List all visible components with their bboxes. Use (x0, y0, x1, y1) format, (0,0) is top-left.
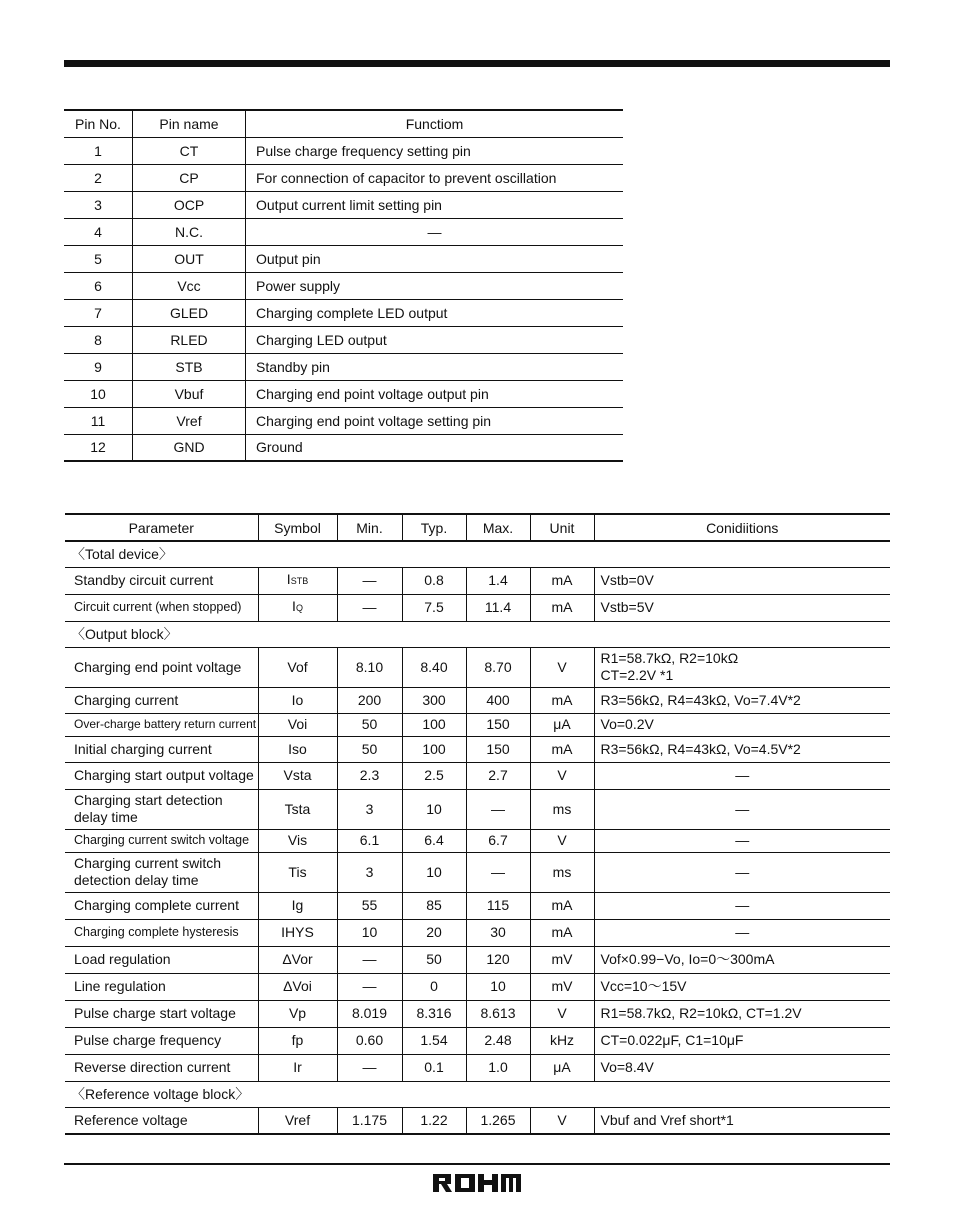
param-name (65, 789, 258, 829)
electrical-characteristics-table (65, 513, 890, 1135)
header-min: Min. (337, 514, 402, 541)
pin-function: Output current limit setting pin (246, 191, 624, 218)
pin-name: RLED (133, 326, 246, 353)
table-row (64, 434, 623, 461)
table-row (64, 272, 623, 299)
param-conditions: — (594, 762, 890, 789)
param-unit: V (530, 829, 594, 852)
section-row (65, 541, 890, 567)
pin-function: Standby pin (246, 353, 624, 380)
param-symbol: Tis (258, 852, 337, 892)
param-unit: V (530, 1107, 594, 1134)
param-symbol: Io (258, 687, 337, 713)
param-min: — (337, 946, 402, 973)
param-typ: 8.40 (402, 647, 466, 687)
table-row (65, 736, 890, 762)
param-conditions: Vstb=5V (594, 594, 890, 621)
table-row (65, 946, 890, 973)
param-min: 3 (337, 852, 402, 892)
param-name: Charging start output voltage (65, 762, 258, 789)
table-row (65, 594, 890, 621)
param-min: — (337, 1054, 402, 1081)
table-row (65, 1000, 890, 1027)
param-unit: V (530, 647, 594, 687)
pin-name: Vbuf (133, 380, 246, 407)
param-name: Standby circuit current (65, 567, 258, 594)
pin-function: Output pin (246, 245, 624, 272)
param-min: 50 (337, 736, 402, 762)
param-unit: μA (530, 1054, 594, 1081)
section-reference-voltage-block: 〈Reference voltage block〉 (65, 1081, 890, 1107)
table-row (64, 299, 623, 326)
header-symbol: Symbol (258, 514, 337, 541)
param-max: 150 (466, 736, 530, 762)
table-row (64, 164, 623, 191)
section-total-device: 〈Total device〉 (65, 541, 890, 567)
param-unit: mA (530, 892, 594, 919)
param-unit: mV (530, 946, 594, 973)
param-min: — (337, 973, 402, 1000)
param-max: 8.70 (466, 647, 530, 687)
param-name: Reference voltage (65, 1107, 258, 1134)
symbol-subscript: STB (290, 576, 309, 586)
param-min: 50 (337, 713, 402, 736)
section-output-block: 〈Output block〉 (65, 621, 890, 647)
param-typ: 1.54 (402, 1027, 466, 1054)
table-row (65, 892, 890, 919)
param-typ: 100 (402, 713, 466, 736)
param-min: 6.1 (337, 829, 402, 852)
param-name: Charging current (65, 687, 258, 713)
param-unit: mA (530, 687, 594, 713)
table-row (64, 191, 623, 218)
param-typ: 10 (402, 852, 466, 892)
param-symbol: IQ (258, 594, 337, 621)
param-conditions: Vo=8.4V (594, 1054, 890, 1081)
param-name (65, 852, 258, 892)
table-row (64, 245, 623, 272)
pin-function: Pulse charge frequency setting pin (246, 137, 624, 164)
param-max: — (466, 852, 530, 892)
table-header-row (65, 514, 890, 541)
param-name: Charging current switch voltage (65, 829, 258, 852)
table-row (65, 1054, 890, 1081)
param-max: 120 (466, 946, 530, 973)
conditions-line-2: CT=2.2V *1 (600, 667, 674, 683)
param-min: — (337, 594, 402, 621)
pin-no: 4 (64, 218, 133, 245)
table-row (64, 218, 623, 245)
param-unit: μA (530, 713, 594, 736)
pin-name: GLED (133, 299, 246, 326)
table-row (65, 789, 890, 829)
param-max: — (466, 789, 530, 829)
param-name: Load regulation (65, 946, 258, 973)
pin-no: 1 (64, 137, 133, 164)
header-pin-name: Pin name (133, 110, 246, 137)
param-min: 3 (337, 789, 402, 829)
param-unit: mA (530, 567, 594, 594)
param-conditions: — (594, 892, 890, 919)
pin-no: 12 (64, 434, 133, 461)
table-row (65, 829, 890, 852)
param-max: 6.7 (466, 829, 530, 852)
param-max: 11.4 (466, 594, 530, 621)
conditions-line-1: R1=58.7kΩ, R2=10kΩ (600, 650, 739, 666)
section-row (65, 1081, 890, 1107)
param-unit: ms (530, 852, 594, 892)
pin-no: 3 (64, 191, 133, 218)
table-header-row (64, 110, 623, 137)
param-typ: 0.1 (402, 1054, 466, 1081)
header-typ: Typ. (402, 514, 466, 541)
param-unit: mA (530, 736, 594, 762)
param-min: 0.60 (337, 1027, 402, 1054)
param-symbol: Voi (258, 713, 337, 736)
param-typ: 300 (402, 687, 466, 713)
param-conditions: — (594, 789, 890, 829)
table-row (65, 973, 890, 1000)
pin-no: 10 (64, 380, 133, 407)
param-name-line-1: Charging current switch (74, 855, 222, 871)
param-name: Circuit current (when stopped) (65, 594, 258, 621)
table-row (65, 919, 890, 946)
param-conditions: CT=0.022μF, C1=10μF (594, 1027, 890, 1054)
table-row (65, 762, 890, 789)
param-min: 8.10 (337, 647, 402, 687)
param-typ: 20 (402, 919, 466, 946)
pin-no: 5 (64, 245, 133, 272)
pin-no: 7 (64, 299, 133, 326)
param-conditions: R1=58.7kΩ, R2=10kΩ, CT=1.2V (594, 1000, 890, 1027)
table-row (64, 380, 623, 407)
param-min: 8.019 (337, 1000, 402, 1027)
pin-function: Charging LED output (246, 326, 624, 353)
pin-description-table (64, 109, 623, 462)
param-min: 10 (337, 919, 402, 946)
pin-function: Power supply (246, 272, 624, 299)
pin-name: STB (133, 353, 246, 380)
table-row (65, 647, 890, 687)
param-name: Pulse charge start voltage (65, 1000, 258, 1027)
param-conditions: R3=56kΩ, R4=43kΩ, Vo=4.5V*2 (594, 736, 890, 762)
table-row (65, 1027, 890, 1054)
param-min: 1.175 (337, 1107, 402, 1134)
param-unit: mA (530, 594, 594, 621)
pin-name: Vref (133, 407, 246, 434)
pin-no: 8 (64, 326, 133, 353)
param-max: 1.4 (466, 567, 530, 594)
param-typ: 6.4 (402, 829, 466, 852)
symbol-subscript: Q (295, 603, 303, 613)
param-symbol: fp (258, 1027, 337, 1054)
header-max: Max. (466, 514, 530, 541)
param-max: 8.613 (466, 1000, 530, 1027)
pin-function: Charging end point voltage setting pin (246, 407, 624, 434)
table-row (64, 137, 623, 164)
param-conditions: R3=56kΩ, R4=43kΩ, Vo=7.4V*2 (594, 687, 890, 713)
pin-name: OUT (133, 245, 246, 272)
pin-name: N.C. (133, 218, 246, 245)
pin-function: Charging complete LED output (246, 299, 624, 326)
pin-no: 9 (64, 353, 133, 380)
pin-no: 6 (64, 272, 133, 299)
param-min: 55 (337, 892, 402, 919)
param-typ: 7.5 (402, 594, 466, 621)
table-row (65, 687, 890, 713)
param-typ: 100 (402, 736, 466, 762)
param-symbol: Ig (258, 892, 337, 919)
param-max: 2.48 (466, 1027, 530, 1054)
param-max: 1.265 (466, 1107, 530, 1134)
param-symbol: Ir (258, 1054, 337, 1081)
pin-no: 11 (64, 407, 133, 434)
param-conditions: Vbuf and Vref short*1 (594, 1107, 890, 1134)
param-symbol: Vof (258, 647, 337, 687)
pin-function: For connection of capacitor to prevent oscillation (246, 164, 624, 191)
param-name: Reverse direction current (65, 1054, 258, 1081)
param-unit: ms (530, 789, 594, 829)
param-name-line-2: delay time (74, 809, 138, 825)
param-conditions: Vcc=10〜15V (594, 973, 890, 1000)
param-unit: V (530, 762, 594, 789)
pin-name: CP (133, 164, 246, 191)
param-typ: 10 (402, 789, 466, 829)
table-row (65, 1107, 890, 1134)
param-typ: 2.5 (402, 762, 466, 789)
param-symbol: Vp (258, 1000, 337, 1027)
param-unit: V (530, 1000, 594, 1027)
param-unit: mA (530, 919, 594, 946)
param-name: Charging complete hysteresis (65, 919, 258, 946)
param-typ: 0 (402, 973, 466, 1000)
table-row (64, 353, 623, 380)
header-conditions: Conidiitions (594, 514, 890, 541)
header-parameter: Parameter (65, 514, 258, 541)
param-name: Line regulation (65, 973, 258, 1000)
param-symbol: Vref (258, 1107, 337, 1134)
param-name: Over-charge battery return current (65, 713, 258, 736)
param-min: 200 (337, 687, 402, 713)
pin-function: Charging end point voltage output pin (246, 380, 624, 407)
param-name: Charging end point voltage (65, 647, 258, 687)
param-symbol: Tsta (258, 789, 337, 829)
param-max: 10 (466, 973, 530, 1000)
param-typ: 8.316 (402, 1000, 466, 1027)
param-symbol: ΔVor (258, 946, 337, 973)
table-row (64, 326, 623, 353)
param-symbol: IHYS (258, 919, 337, 946)
param-max: 30 (466, 919, 530, 946)
param-min: — (337, 567, 402, 594)
param-typ: 1.22 (402, 1107, 466, 1134)
param-name-line-2: detection delay time (74, 872, 199, 888)
param-conditions (594, 647, 890, 687)
table-row (65, 852, 890, 892)
rohm-logo (432, 1172, 522, 1194)
param-name: Charging complete current (65, 892, 258, 919)
section-row (65, 621, 890, 647)
param-unit: mV (530, 973, 594, 1000)
param-typ: 0.8 (402, 567, 466, 594)
param-name: Pulse charge frequency (65, 1027, 258, 1054)
param-max: 2.7 (466, 762, 530, 789)
param-conditions: — (594, 919, 890, 946)
param-conditions: — (594, 829, 890, 852)
param-symbol: Vis (258, 829, 337, 852)
param-symbol: Iso (258, 736, 337, 762)
param-symbol: ΔVoi (258, 973, 337, 1000)
param-symbol: Vsta (258, 762, 337, 789)
param-name-line-1: Charging start detection (74, 792, 223, 808)
param-max: 400 (466, 687, 530, 713)
param-unit: kHz (530, 1027, 594, 1054)
param-typ: 50 (402, 946, 466, 973)
header-function: Functiom (246, 110, 624, 137)
header-rule (64, 60, 890, 67)
param-symbol: ISTB (258, 567, 337, 594)
table-row (65, 713, 890, 736)
param-typ: 85 (402, 892, 466, 919)
param-conditions: Vof×0.99−Vo, Io=0〜300mA (594, 946, 890, 973)
footer-rule (64, 1163, 890, 1165)
param-conditions: Vstb=0V (594, 567, 890, 594)
param-max: 150 (466, 713, 530, 736)
param-name: Initial charging current (65, 736, 258, 762)
pin-name: OCP (133, 191, 246, 218)
header-unit: Unit (530, 514, 594, 541)
param-conditions: — (594, 852, 890, 892)
pin-function: Ground (246, 434, 624, 461)
table-row (64, 407, 623, 434)
pin-name: Vcc (133, 272, 246, 299)
param-conditions: Vo=0.2V (594, 713, 890, 736)
pin-name: CT (133, 137, 246, 164)
pin-name: GND (133, 434, 246, 461)
param-max: 1.0 (466, 1054, 530, 1081)
pin-no: 2 (64, 164, 133, 191)
header-pin-no: Pin No. (64, 110, 133, 137)
table-row (65, 567, 890, 594)
param-min: 2.3 (337, 762, 402, 789)
param-max: 115 (466, 892, 530, 919)
pin-function: — (246, 218, 624, 245)
